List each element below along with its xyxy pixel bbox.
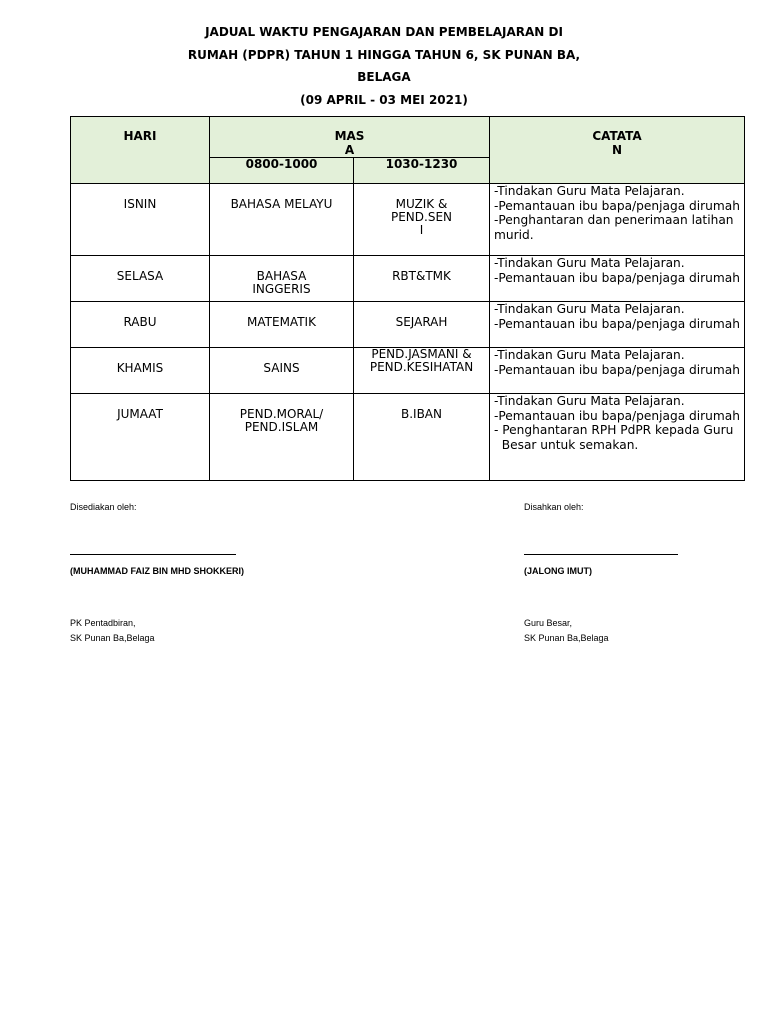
signature-block-approved	[524, 500, 694, 515]
title-line-1: JADUAL WAKTU PENGAJARAN DAN PEMBELAJARAN DI	[205, 25, 563, 39]
title-line-2: RUMAH (PDPR) TAHUN 1 HINGGA TAHUN 6, SK PUNAN BA,	[187, 47, 581, 62]
approver-name: (JALONG IMUT)	[524, 566, 592, 576]
notes-cell: -Tindakan Guru Mata Pelajaran. -Pemantauan ibu bapa/penjaga dirumah	[490, 302, 745, 348]
table-row	[71, 256, 745, 302]
approved-by-label: Disahkan oleh:	[524, 502, 584, 512]
notes-cell: -Tindakan Guru Mata Pelajaran. -Pemantauan ibu bapa/penjaga dirumah -Penghantaran dan penerimaan latihan murid.	[490, 184, 745, 256]
slot2-cell: RBT&TMK	[354, 256, 490, 302]
signature-line	[70, 554, 236, 555]
approver-position-block	[524, 616, 724, 646]
header-catatan: CATATA N	[490, 117, 745, 184]
slot1-cell: SAINS	[210, 348, 354, 394]
slot2-cell: B.IBAN	[354, 394, 490, 481]
signature-line-left	[70, 554, 236, 555]
table-row	[71, 394, 745, 481]
signature-line	[524, 554, 678, 555]
table-row	[71, 184, 745, 256]
slot2-cell: MUZIK & PEND.SEN I	[354, 184, 490, 256]
day-cell: RABU	[71, 302, 210, 348]
header-slot-2: 1030-1230	[354, 158, 490, 184]
preparer-school: SK Punan Ba,Belaga	[70, 633, 155, 643]
header-hari: HARI	[71, 117, 210, 184]
document-title	[0, 21, 768, 111]
table-row	[71, 302, 745, 348]
header-slot-1: 0800-1000	[210, 158, 354, 184]
slot2-cell: SEJARAH	[354, 302, 490, 348]
signature-block-prepared	[70, 500, 240, 515]
title-line-3: BELAGA	[357, 70, 411, 84]
slot1-cell: PEND.MORAL/ PEND.ISLAM	[210, 394, 354, 481]
notes-cell: -Tindakan Guru Mata Pelajaran. -Pemantauan ibu bapa/penjaga dirumah	[490, 256, 745, 302]
preparer-name-block	[70, 564, 330, 579]
approver-position: Guru Besar,	[524, 618, 573, 628]
slot1-cell: MATEMATIK	[210, 302, 354, 348]
day-cell: KHAMIS	[71, 348, 210, 394]
slot1-cell: BAHASA MELAYU	[210, 184, 354, 256]
preparer-position: PK Pentadbiran,	[70, 618, 136, 628]
notes-cell: -Tindakan Guru Mata Pelajaran. -Pemantauan ibu bapa/penjaga dirumah - Penghantaran RPH PdPR kepada Guru Besar untuk semakan.	[490, 394, 745, 481]
slot1-cell: BAHASA INGGERIS	[210, 256, 354, 302]
slot2-cell: PEND.JASMANI & PEND.KESIHATAN	[354, 348, 490, 394]
approver-school: SK Punan Ba,Belaga	[524, 633, 609, 643]
table-row	[71, 348, 745, 394]
prepared-by-label: Disediakan oleh:	[70, 502, 137, 512]
day-cell: SELASA	[71, 256, 210, 302]
header-masa: MAS A	[210, 117, 490, 158]
signature-line-right	[524, 554, 678, 555]
approver-name-block	[524, 564, 724, 579]
day-cell: JUMAAT	[71, 394, 210, 481]
preparer-position-block	[70, 616, 270, 646]
timetable	[70, 116, 745, 481]
notes-cell: -Tindakan Guru Mata Pelajaran. -Pemantauan ibu bapa/penjaga dirumah	[490, 348, 745, 394]
preparer-name: (MUHAMMAD FAIZ BIN MHD SHOKKERI)	[70, 566, 244, 576]
title-line-4: (09 APRIL - 03 MEI 2021)	[300, 92, 468, 107]
day-cell: ISNIN	[71, 184, 210, 256]
